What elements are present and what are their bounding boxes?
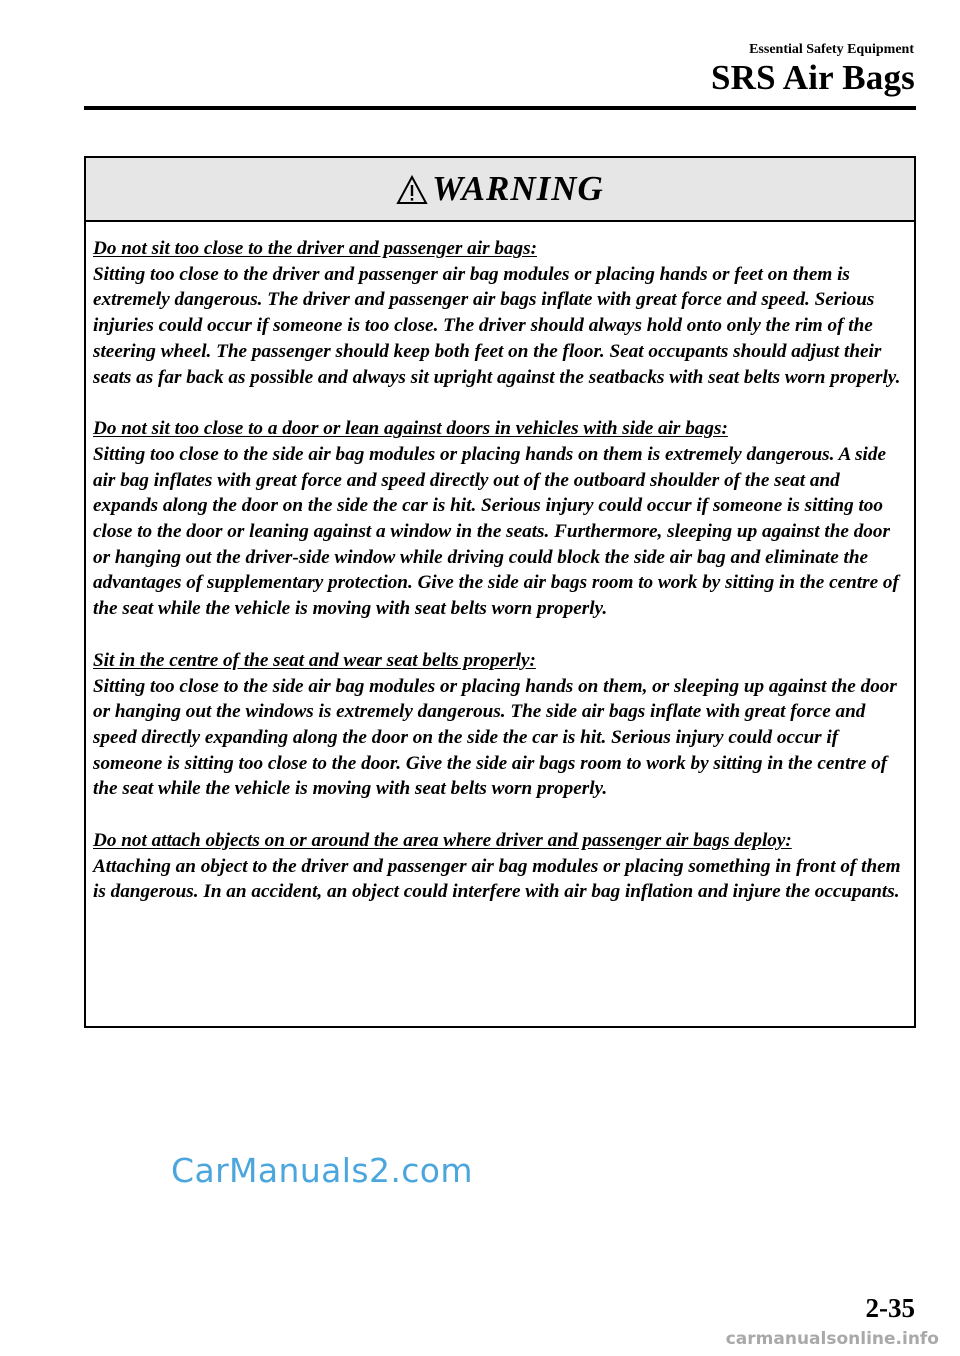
warning-item [93,416,908,622]
warning-item [93,236,908,390]
page-title: SRS Air Bags [710,58,915,97]
warning-item-heading: Sit in the centre of the seat and wear seat belts properly: [93,649,536,671]
warning-item-text: Attaching an object to the driver and passenger air bag modules or placing something in front of them is dangerous. In an accident, an object could interfere with air bag inflation and injure the occupants. [93,855,901,903]
warning-item-text: Sitting too close to the driver and passenger air bag modules or placing hands or feet on them is extremely dangerous. The driver and passenger air bags inflate with great force and speed. Serious injuries could occur if someone is too close. The driver should always hold onto only the rim of the steering wheel. The passenger should keep both feet on the floor. Seat occupants should adjust their seats as far back as possible and always sit upright against the seatbacks with seat belts worn properly. [93,263,901,388]
warning-label: WARNING [432,169,604,208]
page-number: 2-35 [865,1293,915,1323]
warning-item-heading: Do not sit too close to the driver and passenger air bags: [93,238,537,259]
warning-item-heading: Do not attach objects on or around the area where driver and passenger air bags deploy: [93,830,792,852]
warning-item-heading: Do not sit too close to a door or lean against doors in vehicles with side air bags: [93,418,728,440]
warning-item [93,648,908,802]
warning-item-text: Sitting too close to the side air bag modules or placing hands on them is extremely dangerous. A side air bag inflates with great force and speed directly out of the outboard shoulder of the seat and expands along the door on the side the car is hit. Serious injury could occur if someone is sitting too close to the door or leaning against a window in the seats. Furthermore, sleeping up against the door or hanging out the driver-side window while driving could block the side air bag and eliminate the advantages of supplementary protection. Give the side air bags room to work by sitting in the centre of the seat while the vehicle is moving with seat belts worn properly. [93,443,899,620]
warning-header [86,158,914,222]
warning-triangle-icon [396,175,428,205]
header-rule [84,106,916,110]
warning-item [93,828,908,905]
site-logo[interactable]: CarManuals2.com [171,1151,473,1190]
warning-item-text: Sitting too close to the side air bag modules or placing hands on them, or sleeping up against the door or hanging out the windows is extremely dangerous. The side air bags inflate with great force and speed directly expanding along the door on the side the car is hit. Serious injury could occur if someone is sitting too close to the door. Give the side air bags room to work by sitting in the centre of the seat while the vehicle is moving with seat belts worn properly. [93,675,897,800]
warning-body [86,222,914,905]
warning-box [84,156,916,1028]
watermark: carmanualsonline.info [725,1329,939,1349]
section-label: Essential Safety Equipment [749,42,914,57]
